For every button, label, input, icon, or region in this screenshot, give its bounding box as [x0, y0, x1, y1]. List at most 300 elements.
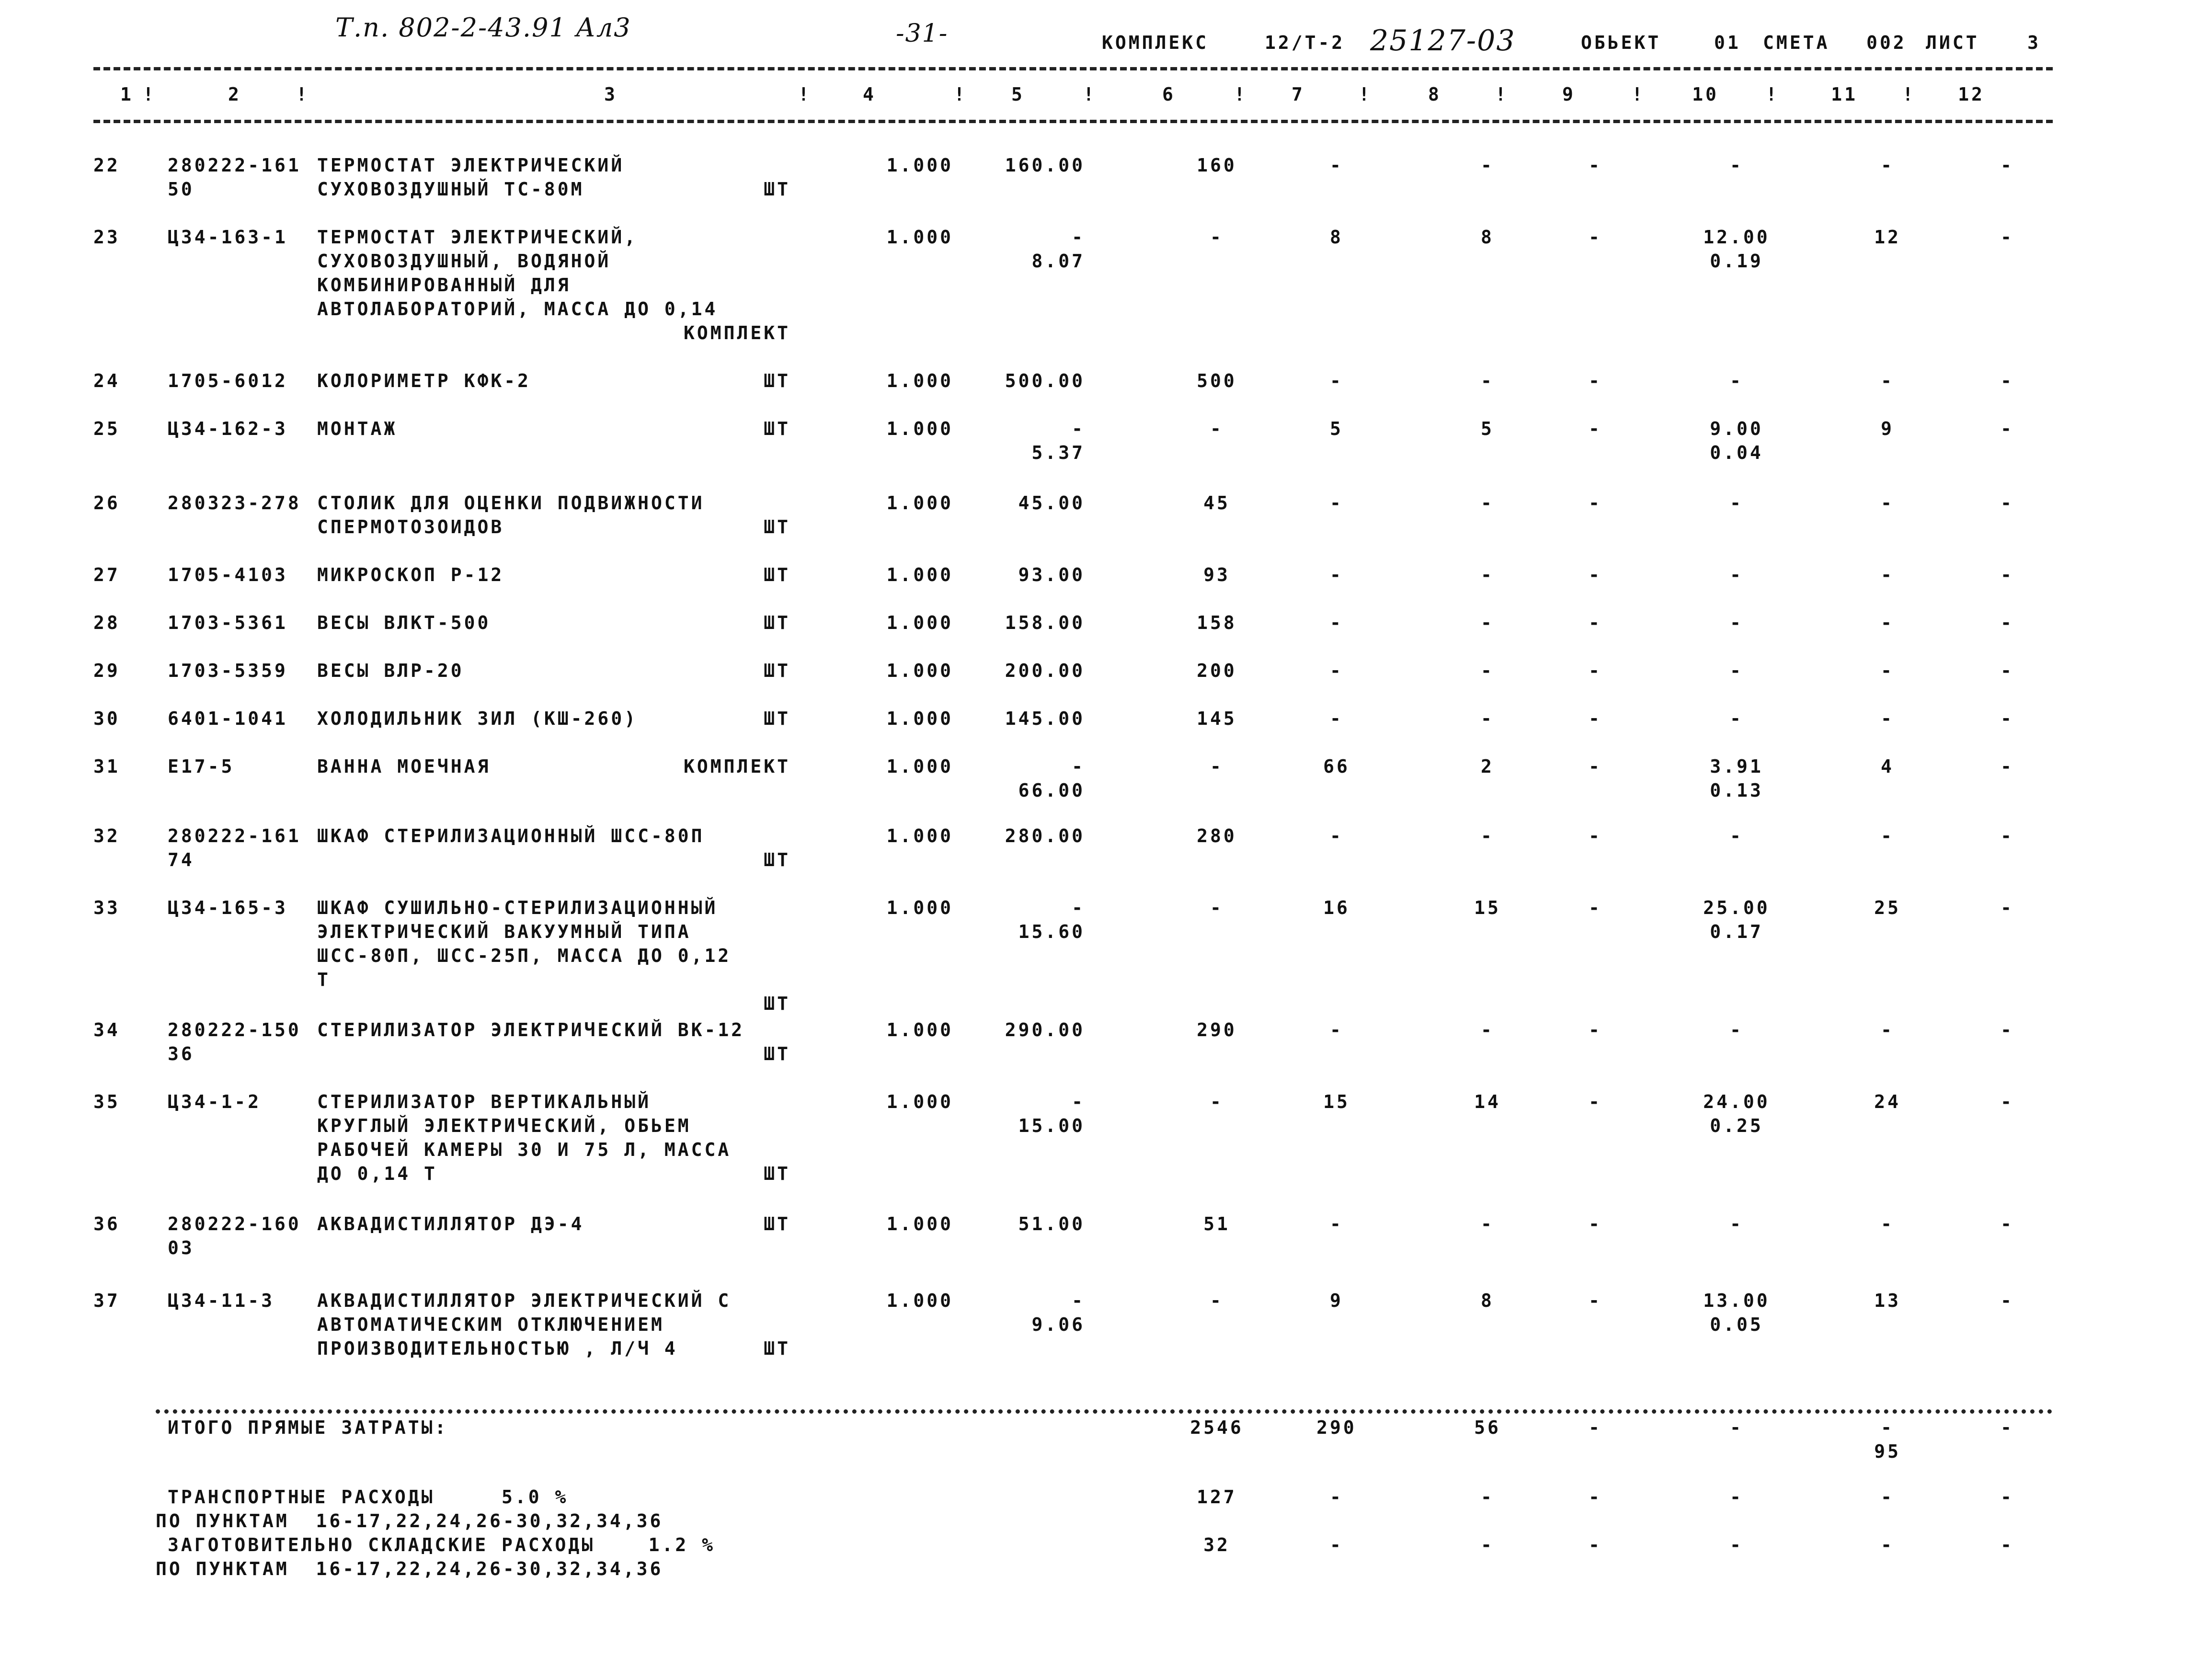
object-label: ОБЬЕКТ	[1581, 32, 1661, 53]
unit-cost: -	[1072, 1091, 1085, 1112]
col-10-value: 9.00	[1710, 418, 1763, 439]
resource-code: 280222-160	[168, 1213, 301, 1234]
col-8-value: -	[1481, 564, 1494, 585]
col-10-value: -	[1730, 708, 1743, 729]
col-10-value: 0.19	[1710, 251, 1763, 272]
resource-code: 1703-5361	[168, 612, 288, 633]
col-11-value: -	[1881, 370, 1894, 391]
unit-cost: 51.00	[1018, 1213, 1085, 1234]
col-12-value: -	[2001, 708, 2014, 729]
col-7-value: -	[1330, 660, 1343, 681]
row-number: 22	[93, 155, 120, 176]
col-9-value: -	[1589, 897, 1602, 918]
item-description: АКВАДИСТИЛЛЯТОР ЭЛЕКТРИЧЕСКИЙ С	[317, 1290, 732, 1311]
unit-of-measure: ШТ	[764, 1163, 790, 1184]
overhead-c9: -	[1589, 1486, 1602, 1508]
col-6-value: -	[1210, 897, 1224, 918]
item-description: КОЛОРИМЕТР КФК-2	[317, 370, 531, 391]
quantity: 1.000	[886, 1290, 953, 1311]
overhead-c8: -	[1481, 1486, 1494, 1508]
col-10-value: 12.00	[1703, 227, 1770, 248]
unit-cost: 15.60	[1018, 921, 1085, 942]
quantity: 1.000	[886, 492, 953, 514]
col-6-value: -	[1210, 1091, 1224, 1112]
overhead-c10: -	[1730, 1486, 1743, 1508]
col-12-value: -	[2001, 1213, 2014, 1234]
col-8-value: 2	[1481, 756, 1494, 777]
col-10-value: -	[1730, 370, 1743, 391]
column-separator: !	[1632, 84, 1645, 105]
item-description: ПРОИЗВОДИТЕЛЬНОСТЬЮ , Л/Ч 4	[317, 1338, 678, 1359]
column-header-6: 6	[1162, 84, 1176, 105]
overhead-line: ПО ПУНКТАМ 16-17,22,24,26-30,32,34,36	[156, 1558, 663, 1579]
row-number: 36	[93, 1213, 120, 1234]
col-6-value: 45	[1203, 492, 1230, 514]
col-6-value: 200	[1197, 660, 1237, 681]
col-9-value: -	[1589, 418, 1602, 439]
col-7-value: -	[1330, 708, 1343, 729]
col-12-value: -	[2001, 564, 2014, 585]
quantity: 1.000	[886, 825, 953, 846]
column-header-12: 12	[1958, 84, 1985, 105]
handwritten-project-code: Т.п. 802-2-43.91 Ал3	[335, 12, 631, 43]
col-9-value: -	[1589, 1290, 1602, 1311]
header-rule-bottom	[93, 120, 2053, 123]
col-9-value: -	[1589, 756, 1602, 777]
item-description: ЭЛЕКТРИЧЕСКИЙ ВАКУУМНЫЙ ТИПА	[317, 921, 691, 942]
unit-cost: 8.07	[1031, 251, 1085, 272]
sheet-value: 3	[2027, 32, 2041, 53]
quantity: 1.000	[886, 370, 953, 391]
col-10-value: 13.00	[1703, 1290, 1770, 1311]
col-7-value: -	[1330, 492, 1343, 514]
item-description: ШКАФ СУШИЛЬНО-СТЕРИЛИЗАЦИОННЫЙ	[317, 897, 718, 918]
col-11-value: -	[1881, 612, 1894, 633]
row-number: 32	[93, 825, 120, 846]
col-8-value: -	[1481, 825, 1494, 846]
quantity: 1.000	[886, 756, 953, 777]
item-description: СУХОВОЗДУШНЫЙ ТС-80М	[317, 179, 584, 200]
column-separator: !	[1359, 84, 1372, 105]
col-11-value: -	[1881, 660, 1894, 681]
col-7-value: 66	[1323, 756, 1350, 777]
row-number: 37	[93, 1290, 120, 1311]
unit-cost: 280.00	[1005, 825, 1085, 846]
item-description: АВТОМАТИЧЕСКИМ ОТКЛЮЧЕНИЕМ	[317, 1314, 664, 1335]
column-separator: !	[1083, 84, 1097, 105]
col-10-value: -	[1730, 825, 1743, 846]
overhead-line: ПО ПУНКТАМ 16-17,22,24,26-30,32,34,36	[156, 1510, 663, 1531]
row-number: 27	[93, 564, 120, 585]
item-description: ВЕСЫ ВЛР-20	[317, 660, 464, 681]
col-7-value: 15	[1323, 1091, 1350, 1112]
row-number: 33	[93, 897, 120, 918]
col-12-value: -	[2001, 227, 2014, 248]
unit-cost: 160.00	[1005, 155, 1085, 176]
col-7-value: -	[1330, 1019, 1343, 1040]
col-12-value: -	[2001, 1290, 2014, 1311]
column-separator: !	[296, 84, 309, 105]
quantity: 1.000	[886, 564, 953, 585]
col-10-value: 25.00	[1703, 897, 1770, 918]
col-10-value: -	[1730, 660, 1743, 681]
unit-cost: 290.00	[1005, 1019, 1085, 1040]
row-number: 30	[93, 708, 120, 729]
item-description: ХОЛОДИЛЬНИК ЗИЛ (КШ-260)	[317, 708, 638, 729]
item-description: АКВАДИСТИЛЛЯТОР ДЭ-4	[317, 1213, 584, 1234]
col-10-value: 3.91	[1710, 756, 1763, 777]
item-description: ТЕРМОСТАТ ЭЛЕКТРИЧЕСКИЙ,	[317, 227, 638, 248]
resource-code: 280222-161	[168, 155, 301, 176]
col-12-value: -	[2001, 1091, 2014, 1112]
col-7-value: -	[1330, 825, 1343, 846]
quantity: 1.000	[886, 612, 953, 633]
col-9-value: -	[1589, 1019, 1602, 1040]
col-12-value: -	[2001, 155, 2014, 176]
col-12-value: -	[2001, 756, 2014, 777]
col-8-value: 8	[1481, 1290, 1494, 1311]
col-10-value: 0.13	[1710, 780, 1763, 801]
complex-handwritten-number: 25127-03	[1370, 24, 1516, 57]
unit-of-measure: ШТ	[764, 993, 790, 1014]
overhead-c10: -	[1730, 1534, 1743, 1555]
overhead-c11: -	[1881, 1534, 1894, 1555]
quantity: 1.000	[886, 1091, 953, 1112]
col-7-value: -	[1330, 155, 1343, 176]
col-8-value: -	[1481, 708, 1494, 729]
col-10-value: -	[1730, 492, 1743, 514]
col-11-value: -	[1881, 564, 1894, 585]
col-6-value: 93	[1203, 564, 1230, 585]
col-6-value: 160	[1197, 155, 1237, 176]
column-header-1: 1	[120, 84, 134, 105]
column-header-9: 9	[1562, 84, 1576, 105]
col-7-value: 8	[1330, 227, 1343, 248]
row-number: 34	[93, 1019, 120, 1040]
complex-label: КОМПЛЕКС	[1102, 32, 1209, 53]
col-11-value: 9	[1881, 418, 1894, 439]
totals-c7: 290	[1316, 1417, 1357, 1438]
col-12-value: -	[2001, 897, 2014, 918]
column-separator: !	[1766, 84, 1779, 105]
resource-code: 280222-161	[168, 825, 301, 846]
col-9-value: -	[1589, 155, 1602, 176]
unit-cost: 500.00	[1005, 370, 1085, 391]
row-number: 28	[93, 612, 120, 633]
col-11-value: 24	[1874, 1091, 1901, 1112]
col-12-value: -	[2001, 612, 2014, 633]
col-6-value: 145	[1197, 708, 1237, 729]
item-description: СТЕРИЛИЗАТОР ВЕРТИКАЛЬНЫЙ	[317, 1091, 651, 1112]
col-11-value: -	[1881, 825, 1894, 846]
unit-of-measure: ШТ	[764, 564, 790, 585]
item-description: СПЕРМОТОЗОИДОВ	[317, 516, 504, 537]
unit-cost: 9.06	[1031, 1314, 1085, 1335]
resource-code: Ц34-162-3	[168, 418, 288, 439]
unit-of-measure: ШТ	[764, 612, 790, 633]
row-number: 35	[93, 1091, 120, 1112]
column-header-7: 7	[1292, 84, 1305, 105]
unit-of-measure: ШТ	[764, 179, 790, 200]
col-9-value: -	[1589, 660, 1602, 681]
item-description: СТЕРИЛИЗАТОР ЭЛЕКТРИЧЕСКИЙ ВК-12	[317, 1019, 745, 1040]
overhead-line: ТРАНСПОРТНЫЕ РАСХОДЫ 5.0 %	[168, 1486, 569, 1508]
resource-code: Ц34-1-2	[168, 1091, 262, 1112]
col-8-value: 15	[1474, 897, 1501, 918]
unit-cost: -	[1072, 418, 1085, 439]
resource-code: 280222-150	[168, 1019, 301, 1040]
overhead-c8: -	[1481, 1534, 1494, 1555]
unit-cost: 145.00	[1005, 708, 1085, 729]
item-description: ТЕРМОСТАТ ЭЛЕКТРИЧЕСКИЙ	[317, 155, 625, 176]
col-7-value: -	[1330, 564, 1343, 585]
row-number: 24	[93, 370, 120, 391]
col-7-value: -	[1330, 1213, 1343, 1234]
col-11-value: -	[1881, 1213, 1894, 1234]
unit-cost: 158.00	[1005, 612, 1085, 633]
column-separator: !	[798, 84, 812, 105]
col-11-value: -	[1881, 1019, 1894, 1040]
overhead-c9: -	[1589, 1534, 1602, 1555]
column-header-10: 10	[1692, 84, 1719, 105]
item-description: СУХОВОЗДУШНЫЙ, ВОДЯНОЙ	[317, 251, 611, 272]
item-description: ШКАФ СТЕРИЛИЗАЦИОННЫЙ ШСС-80П	[317, 825, 705, 846]
column-separator: !	[954, 84, 967, 105]
totals-label: ИТОГО ПРЯМЫЕ ЗАТРАТЫ:	[168, 1417, 448, 1438]
col-8-value: -	[1481, 370, 1494, 391]
col-11-value: 25	[1874, 897, 1901, 918]
col-11-value: 12	[1874, 227, 1901, 248]
col-8-value: 14	[1474, 1091, 1501, 1112]
col-7-value: -	[1330, 370, 1343, 391]
row-number: 31	[93, 756, 120, 777]
item-description: ВАННА МОЕЧНАЯ	[317, 756, 491, 777]
col-8-value: -	[1481, 660, 1494, 681]
col-10-value: 0.04	[1710, 442, 1763, 463]
col-10-value: 0.25	[1710, 1115, 1763, 1136]
col-9-value: -	[1589, 492, 1602, 514]
col-8-value: 5	[1481, 418, 1494, 439]
complex-code: 12/Т-2	[1265, 32, 1345, 53]
unit-of-measure: ШТ	[764, 660, 790, 681]
resource-code: 1705-4103	[168, 564, 288, 585]
unit-cost: 15.00	[1018, 1115, 1085, 1136]
overhead-c11: -	[1881, 1486, 1894, 1508]
column-header-2: 2	[228, 84, 241, 105]
unit-of-measure: КОМПЛЕКТ	[683, 756, 790, 777]
row-number: 23	[93, 227, 120, 248]
smeta-label: СМЕТА	[1763, 32, 1830, 53]
item-description: СТОЛИК ДЛЯ ОЦЕНКИ ПОДВИЖНОСТИ	[317, 492, 705, 514]
page-number: -31-	[896, 19, 949, 48]
quantity: 1.000	[886, 708, 953, 729]
totals-rule	[156, 1409, 2053, 1414]
col-6-value: 51	[1203, 1213, 1230, 1234]
col-9-value: -	[1589, 1213, 1602, 1234]
object-value: 01	[1714, 32, 1741, 53]
totals-c9: -	[1589, 1417, 1602, 1438]
col-11-value: -	[1881, 708, 1894, 729]
col-11-value: -	[1881, 492, 1894, 514]
col-11-value: 4	[1881, 756, 1894, 777]
unit-cost: -	[1072, 897, 1085, 918]
unit-of-measure: ШТ	[764, 849, 790, 870]
column-header-3: 3	[604, 84, 618, 105]
col-9-value: -	[1589, 370, 1602, 391]
item-description: ВЕСЫ ВЛКТ-500	[317, 612, 491, 633]
quantity: 1.000	[886, 1019, 953, 1040]
column-separator: !	[1495, 84, 1509, 105]
resource-code: Ц34-163-1	[168, 227, 288, 248]
item-description: МИКРОСКОП Р-12	[317, 564, 504, 585]
col-9-value: -	[1589, 227, 1602, 248]
col-10-value: -	[1730, 155, 1743, 176]
column-separator: !	[1234, 84, 1247, 105]
quantity: 1.000	[886, 660, 953, 681]
totals-c11: 95	[1874, 1441, 1901, 1462]
totals-c8: 56	[1474, 1417, 1501, 1438]
quantity: 1.000	[886, 227, 953, 248]
col-8-value: -	[1481, 1213, 1494, 1234]
quantity: 1.000	[886, 1213, 953, 1234]
resource-code: 280323-278	[168, 492, 301, 514]
overhead-c7: -	[1330, 1486, 1343, 1508]
quantity: 1.000	[886, 418, 953, 439]
item-description: АВТОЛАБОРАТОРИЙ, МАССА ДО 0,14	[317, 298, 718, 320]
col-7-value: 16	[1323, 897, 1350, 918]
totals-c6: 2546	[1190, 1417, 1244, 1438]
resource-code: Ц34-11-3	[168, 1290, 275, 1311]
col-12-value: -	[2001, 660, 2014, 681]
unit-cost: 93.00	[1018, 564, 1085, 585]
row-number: 25	[93, 418, 120, 439]
item-description: РАБОЧЕЙ КАМЕРЫ 30 И 75 Л, МАССА	[317, 1139, 732, 1160]
col-7-value: 9	[1330, 1290, 1343, 1311]
sheet-label: ЛИСТ	[1926, 32, 1979, 53]
unit-of-measure: ШТ	[764, 516, 790, 537]
column-header-11: 11	[1831, 84, 1858, 105]
col-6-value: 280	[1197, 825, 1237, 846]
row-number: 29	[93, 660, 120, 681]
col-7-value: -	[1330, 612, 1343, 633]
overhead-c6: 32	[1203, 1534, 1230, 1555]
unit-cost: 200.00	[1005, 660, 1085, 681]
col-6-value: -	[1210, 756, 1224, 777]
unit-cost: 45.00	[1018, 492, 1085, 514]
col-10-value: 0.05	[1710, 1314, 1763, 1335]
col-8-value: -	[1481, 155, 1494, 176]
unit-cost: -	[1072, 1290, 1085, 1311]
unit-of-measure: ШТ	[764, 1338, 790, 1359]
unit-of-measure: ШТ	[764, 418, 790, 439]
col-10-value: -	[1730, 564, 1743, 585]
col-9-value: -	[1589, 1091, 1602, 1112]
smeta-value: 002	[1866, 32, 1907, 53]
header-rule-top	[93, 67, 2053, 70]
col-8-value: -	[1481, 612, 1494, 633]
col-9-value: -	[1589, 708, 1602, 729]
col-9-value: -	[1589, 825, 1602, 846]
overhead-line: ЗАГОТОВИТЕЛЬНО СКЛАДСКИЕ РАСХОДЫ 1.2 %	[168, 1534, 715, 1555]
resource-code: Ц34-165-3	[168, 897, 288, 918]
resource-code: 36	[168, 1043, 194, 1064]
col-8-value: 8	[1481, 227, 1494, 248]
col-12-value: -	[2001, 1019, 2014, 1040]
quantity: 1.000	[886, 897, 953, 918]
col-9-value: -	[1589, 564, 1602, 585]
quantity: 1.000	[886, 155, 953, 176]
col-12-value: -	[2001, 418, 2014, 439]
unit-of-measure: ШТ	[764, 708, 790, 729]
totals-c10: -	[1730, 1417, 1743, 1438]
col-6-value: -	[1210, 418, 1224, 439]
resource-code: 03	[168, 1237, 194, 1258]
item-description: КОМБИНИРОВАННЫЙ ДЛЯ	[317, 274, 571, 296]
item-description: ДО 0,14 Т	[317, 1163, 437, 1184]
unit-cost: -	[1072, 227, 1085, 248]
item-description: КРУГЛЫЙ ЭЛЕКТРИЧЕСКИЙ, ОБЬЕМ	[317, 1115, 691, 1136]
resource-code: 1705-6012	[168, 370, 288, 391]
col-6-value: 500	[1197, 370, 1237, 391]
col-10-value: -	[1730, 612, 1743, 633]
col-10-value: 0.17	[1710, 921, 1763, 942]
item-description: МОНТАЖ	[317, 418, 398, 439]
col-6-value: -	[1210, 1290, 1224, 1311]
col-12-value: -	[2001, 492, 2014, 514]
totals-c12: -	[2001, 1417, 2014, 1438]
item-description: ШСС-80П, ШСС-25П, МАССА ДО 0,12	[317, 945, 732, 966]
col-8-value: -	[1481, 1019, 1494, 1040]
column-header-4: 4	[863, 84, 876, 105]
totals-c11: -	[1881, 1417, 1894, 1438]
col-8-value: -	[1481, 492, 1494, 514]
unit-of-measure: КОМПЛЕКТ	[683, 322, 790, 343]
overhead-c6: 127	[1197, 1486, 1237, 1508]
unit-cost: -	[1072, 756, 1085, 777]
overhead-c7: -	[1330, 1534, 1343, 1555]
item-description: Т	[317, 969, 331, 990]
col-6-value: -	[1210, 227, 1224, 248]
col-6-value: 158	[1197, 612, 1237, 633]
resource-code: 50	[168, 179, 194, 200]
col-12-value: -	[2001, 370, 2014, 391]
col-10-value: -	[1730, 1019, 1743, 1040]
resource-code: 74	[168, 849, 194, 870]
resource-code: 6401-1041	[168, 708, 288, 729]
col-11-value: -	[1881, 155, 1894, 176]
column-separator: !	[143, 84, 156, 105]
unit-of-measure: ШТ	[764, 1043, 790, 1064]
unit-of-measure: ШТ	[764, 1213, 790, 1234]
unit-of-measure: ШТ	[764, 370, 790, 391]
col-10-value: -	[1730, 1213, 1743, 1234]
unit-cost: 66.00	[1018, 780, 1085, 801]
col-6-value: 290	[1197, 1019, 1237, 1040]
column-header-5: 5	[1011, 84, 1025, 105]
column-separator: !	[1902, 84, 1916, 105]
col-11-value: 13	[1874, 1290, 1901, 1311]
resource-code: Е17-5	[168, 756, 235, 777]
col-12-value: -	[2001, 825, 2014, 846]
col-7-value: 5	[1330, 418, 1343, 439]
col-10-value: 24.00	[1703, 1091, 1770, 1112]
unit-cost: 5.37	[1031, 442, 1085, 463]
overhead-c12: -	[2001, 1486, 2014, 1508]
row-number: 26	[93, 492, 120, 514]
col-9-value: -	[1589, 612, 1602, 633]
resource-code: 1703-5359	[168, 660, 288, 681]
column-header-8: 8	[1428, 84, 1441, 105]
